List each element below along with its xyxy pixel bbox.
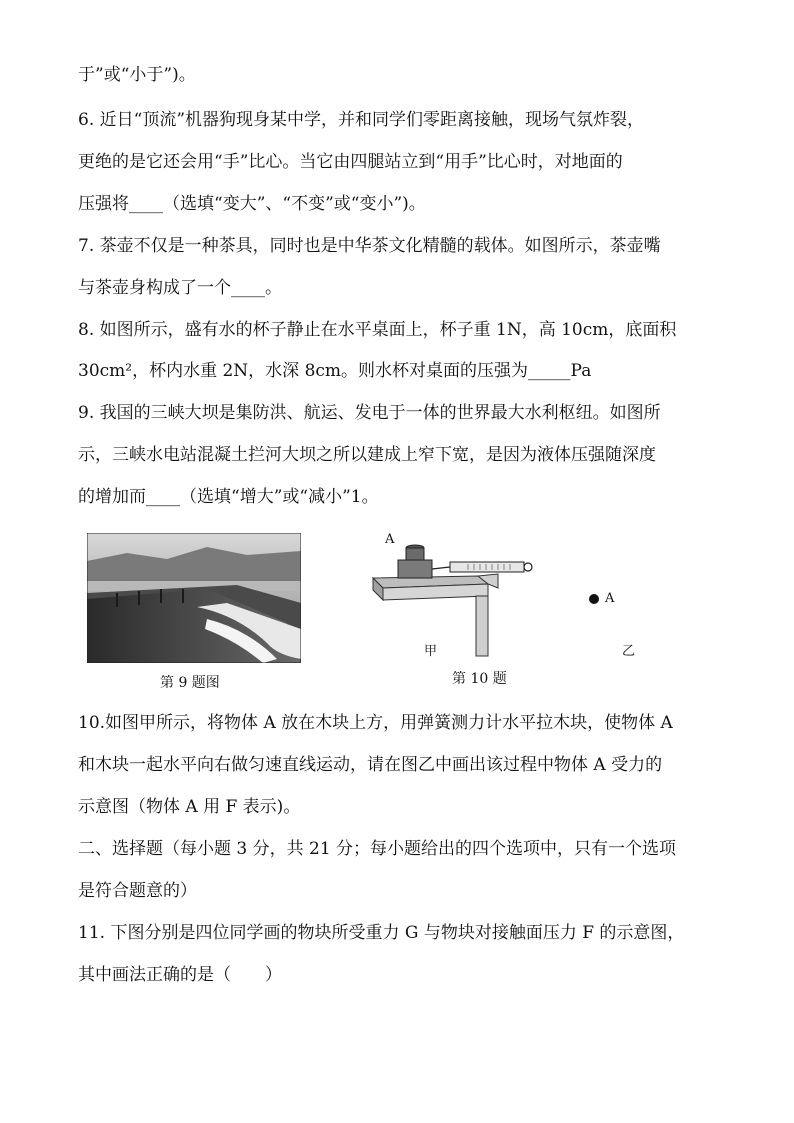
text-line-14: 示意图（物体 A 用 F 表示)。 [78, 797, 301, 817]
text-line-4: 压强将____（选填“变大”、“不变”或“变小”)。 [78, 194, 426, 214]
text-line-5: 7. 茶壶不仅是一种茶具，同时也是中华茶文化精髓的载体。如图所示，茶壶嘴 [78, 236, 661, 256]
text-line-7: 8. 如图所示，盛有水的杯子静止在水平桌面上，杯子重 1N，高 10cm，底面积 [78, 320, 677, 340]
label-jia: 甲 [424, 644, 438, 659]
text-line-10: 示，三峡水电站混凝土拦河大坝之所以建成上窄下宽，是因为液体压强随深度 [78, 445, 656, 465]
text-line-8: 30cm²，杯内水重 2N，水深 8cm。则水杯对桌面的压强为_____Pa [78, 361, 592, 381]
figure10-svg [368, 526, 638, 661]
text-line-16: 是符合题意的） [78, 881, 197, 901]
label-yi: 乙 [622, 644, 636, 659]
text-line-12: 10.如图甲所示，将物体 A 放在木块上方，用弹簧测力计水平拉木块，使物体 A [78, 713, 673, 733]
text-line-3: 更绝的是它还会用“手”比心。当它由四腿站立到“用手”比心时，对地面的 [78, 152, 623, 172]
text-line-1: 于”或“小于”)。 [78, 65, 196, 85]
figure10-diagram [368, 526, 638, 661]
figure10-caption: 第 10 题 [452, 671, 507, 687]
figure9-caption: 第 9 题图 [160, 675, 220, 691]
text-line-13: 和木块一起水平向右做匀速直线运动，请在图乙中画出该过程中物体 A 受力的 [78, 755, 663, 775]
text-line-18: 其中画法正确的是（ ） [78, 965, 282, 985]
text-line-6: 与茶壶身构成了一个____。 [78, 278, 282, 298]
text-line-17: 11. 下图分别是四位同学画的物块所受重力 G 与物块对接触面压力 F 的示意图， [78, 923, 685, 943]
text-line-11: 的增加而____（选填“增大”或“减小”1。 [78, 487, 379, 507]
text-line-15: 二、选择题（每小题 3 分，共 21 分；每小题给出的四个选项中，只有一个选项 [78, 839, 677, 859]
dam-photo [87, 533, 301, 663]
text-line-2: 6. 近日“顶流”机器狗现身某中学，并和同学们零距离接触，现场气氛炸裂， [78, 110, 645, 130]
label-point-a: A [605, 591, 615, 606]
text-line-9: 9. 我国的三峡大坝是集防洪、航运、发电于一体的世界最大水利枢纽。如图所 [78, 403, 661, 423]
label-object-a: A [385, 532, 395, 547]
